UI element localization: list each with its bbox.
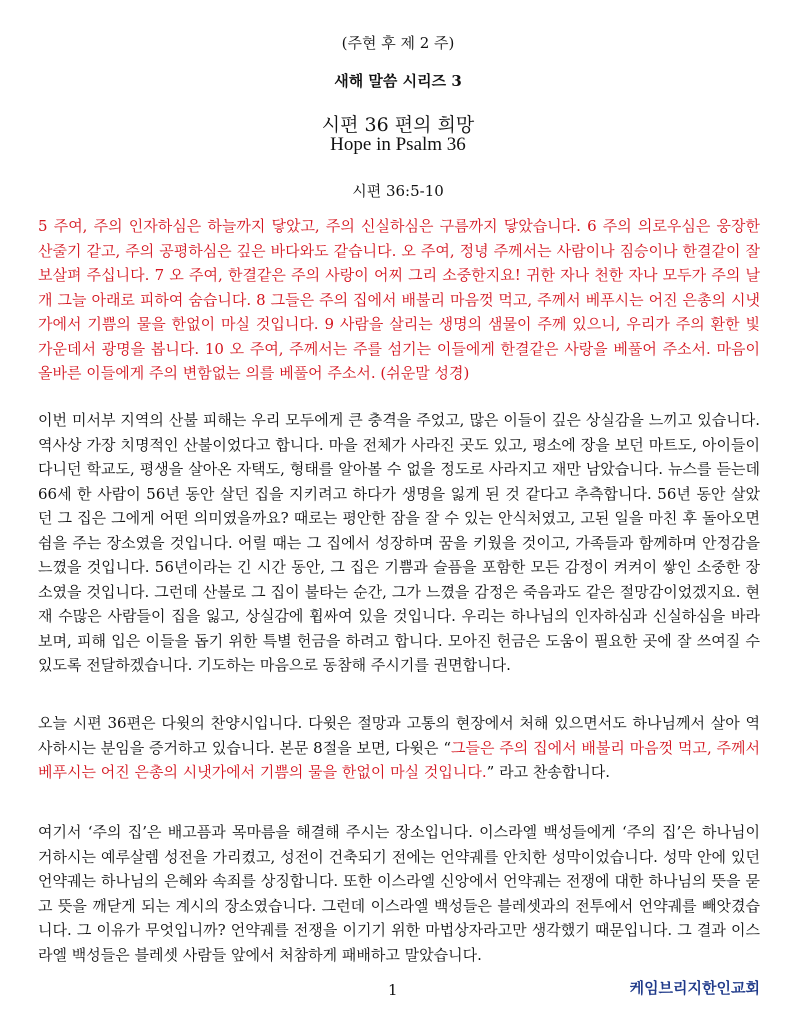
- sermon-title-english: Hope in Psalm 36: [330, 134, 466, 155]
- scripture-passage: 5 주여, 주의 인자하심은 하늘까지 닿았고, 주의 신실하심은 구름까지 닿았습니다. 6 주의 의로우심은 웅장한 산줄기 같고, 주의 공평하심은 깊은 바다와도 같습니다. 오 주여, 정녕 주께서는 사람이나 짐승이나 한결같이 잘 보살펴 주십니다. 7 오 주여, 한결같은 주의 사랑이 어찌 그리 소중한지요! 귀한 자나 천한 자나 모두가 주의 날개 그늘 아래로 피하여 숨습니다. 8 그들은 주의 집에서 배불리 마음껏 먹고, 주께서 베푸시는 어진 은총의 시냇가에서 기쁨의 물을 한없이 마실 것입니다. 9 사람을 살리는 생명의 샘물이 주께 있으니, 우리가 주의 환한 빛 가운데서 광명을 봅니다. 10 오 주여, 주께서는 주를 섬기는 이들에게 한결같은 사랑을 베풀어 주소서. 마음이 올바른 이들에게 주의 변함없는 의를 베풀어 주소서. (쉬운말 성경): [38, 217, 760, 382]
- week-label: (주현 후 제 2 주): [341, 34, 455, 52]
- scripture-reference: 시편 36:5-10: [352, 182, 444, 200]
- paragraph-2-lead: 오늘 시편 36편은 다윗의 찬양시입니다. 다윗은 절망과 고통의 현장에서 처해 있으면서도 하나님께서 살아 역사하시는 분임을 증거하고 있습니다. 본문 8절을 보면, 다윗은 “: [38, 714, 760, 757]
- page-number: 1: [388, 981, 398, 999]
- paragraph-1: 이번 미서부 지역의 산불 피해는 우리 모두에게 큰 충격을 주었고, 많은 이들이 깊은 상실감을 느끼고 있습니다. 역사상 가장 치명적인 산불이었다고 합니다. 마을 전체가 사라진 곳도 있고, 평소에 장을 보던 마트도, 아이들이 다니던 학교도, 평생을 살아온 자택도, 형태를 알아볼 수 없을 정도로 사라지고 재만 남았습니다. 뉴스를 듣는데 66세 한 사람이 56년 동안 살던 집을 지키려고 하다가 생명을 잃게 된 것 같다고 추측합니다. 56년 동안 살았던 그 집은 그에게 어떤 의미였을까요? 때로는 평안한 잠을 잘 수 있는 안식처였고, 고된 일을 마친 후 돌아오면 쉼을 주는 장소였을 것입니다. 어릴 때는 그 집에서 성장하며 꿈을 키웠을 것이고, 가족들과 함께하며 안정감을 느꼈을 것입니다. 56년이라는 긴 시간 동안, 그 집은 기쁨과 슬픔을 포함한 모든 감정이 켜켜이 쌓인 소중한 장소였을 것입니다. 그런데 산불로 그 집이 불타는 순간, 그가 느꼈을 감정은 죽음과도 같은 절망감이었겠지요. 현재 수많은 사람들이 집을 잃고, 상실감에 휩싸여 있을 것입니다. 우리는 하나님의 인자하심과 신실하심을 바라보며, 피해 입은 이들을 돕기 위한 특별 헌금을 하려고 합니다. 모아진 헌금은 도움이 필요한 곳에 잘 쓰여질 수 있도록 전달하겠습니다. 기도하는 마음으로 동참해 주시기를 권면합니다.: [38, 411, 760, 674]
- church-name: 케임브리지한인교회: [629, 979, 760, 997]
- series-title: 새해 말씀 시리즈 3: [334, 72, 462, 90]
- paragraph-2-tail: ” 라고 찬송합니다.: [486, 763, 611, 781]
- sermon-title-korean: 시편 36 편의 희망: [321, 114, 475, 136]
- paragraph-2-quote: 그들은 주의 집에서 배불리 마음껏 먹고, 주께서 베푸시는 어진 은총의 시냇가에서 기쁨의 물을 한없이 마실 것입니다.: [38, 738, 760, 781]
- paragraph-3: 여기서 ‘주의 집’은 배고픔과 목마름을 해결해 주시는 장소입니다. 이스라엘 백성들에게 ‘주의 집’은 하나님이 거하시는 예루살렘 성전을 가리켰고, 성전이 건축되기 전에는 언약궤를 안치한 성막이었습니다. 성막 안에 있던 언약궤는 하나님의 은혜와 속죄를 상징합니다. 또한 이스라엘 신앙에서 언약궤는 전쟁에 대한 하나님의 뜻을 묻고 뜻을 깨닫게 되는 계시의 장소였습니다. 그런데 이스라엘 백성들은 블레셋과의 전투에서 언약궤를 빼앗겼습니다. 그 이유가 무엇입니까? 언약궤를 전쟁을 이기기 위한 마법상자라고만 생각했기 때문입니다. 그 결과 이스라엘 백성들은 블레셋 사람들 앞에서 처참하게 패배하고 말았습니다.: [38, 823, 760, 964]
- paragraph-2: [38, 711, 760, 785]
